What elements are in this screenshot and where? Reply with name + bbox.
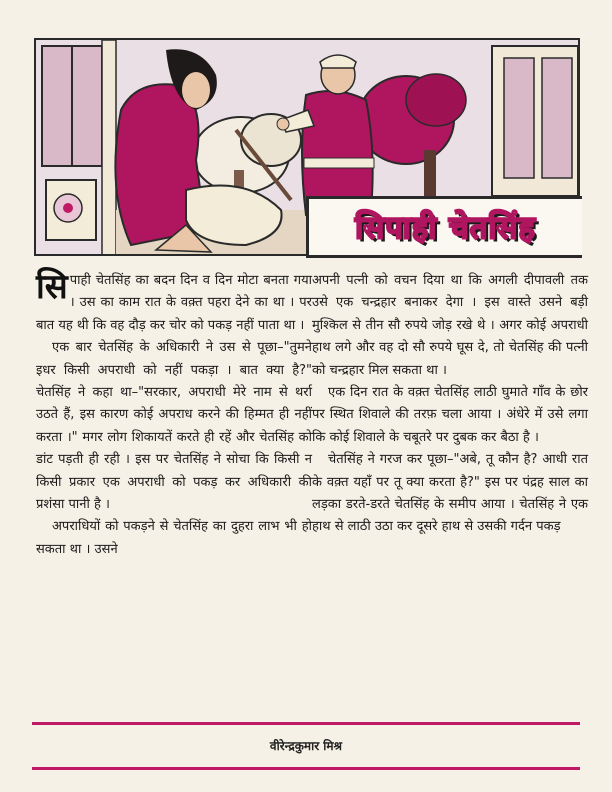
paragraph: एक दिन रात के वक़्त चेतसिंह लाठी घुमाते गाँव के छोर पर स्थित शिवाले की तरफ़ चला आया । अंधेरे में उसे लगा कि कोई शिवाले के चबूतरे पर दुबक कर बैठा है । — [312, 385, 588, 445]
paragraph-text: पाही चेतसिंह का बदन दिन व दिन मोटा बनता गया । उस का काम रात के वक़्त पहरा देने का था । पर बात यह थी कि वह दौड़ कर चोर को पकड़ नहीं पाता था । — [36, 273, 312, 333]
drop-cap: सि — [36, 267, 68, 307]
paragraph: एक बार चेतसिंह के अधिकारी ने उस से पूछा–"तुमने इधर किसी अपराधी को नहीं पकड़ा । बात क्या है?" चेतसिंह ने कहा था–"सरकार, अपराधी मेरे नाम से थर्रा उठते हैं, इस कारण कोई अपराध करने की हिम्मत ही नहीं करता ।" मगर लोग शिकायतें करते ही रहें और चेतसिंह को डांट पड़ती ही रही । इस पर चेतसिंह ने सोचा कि किसी न किसी प्रकार एक अपराधी को पकड़ कर अधिकारी की प्रशंसा पानी है । — [36, 340, 312, 513]
paragraph — [36, 267, 312, 337]
paragraph: अपनी पत्नी को वचन दिया था कि अगली दीपावली तक उसे एक चन्द्रहार बनाकर देगा । इस वास्ते उसने बड़ी मुश्किल से तीन सौ रुपये जोड़ रखे थे । अगर कोई अपराधी हाथ लगे और वह दो सौ रुपये घूस दे, तो चेतसिंह की पत्नी को चन्द्रहार मिल सकता था । — [312, 273, 588, 378]
footer-rule-bottom — [32, 767, 580, 770]
paragraph: अपराधियों को पकड़ने से चेतसिंह का दुहरा लाभ भी हो सकता था । उसने — [36, 519, 312, 557]
story-title: सिपाही चेतसिंह — [355, 210, 536, 246]
footer-rule-top — [32, 722, 580, 725]
text-column-right — [312, 270, 588, 539]
paragraph: चेतसिंह ने गरज कर पूछा–"अबे, तू कौन है? आधी रात के वक़्त यहाँ पर तू क्या करता है?" इस पर पंद्रह साल का लड़का डरते-डरते चेतसिंह के समीप आया । चेतसिंह ने एक हाथ से लाठी उठा कर दूसरे हाथ से उसकी गर्दन पकड़ — [312, 452, 588, 535]
author-credit: वीरेन्द्रकुमार मिश्र — [269, 739, 343, 753]
text-column-left — [36, 267, 312, 561]
title-banner — [306, 196, 582, 258]
